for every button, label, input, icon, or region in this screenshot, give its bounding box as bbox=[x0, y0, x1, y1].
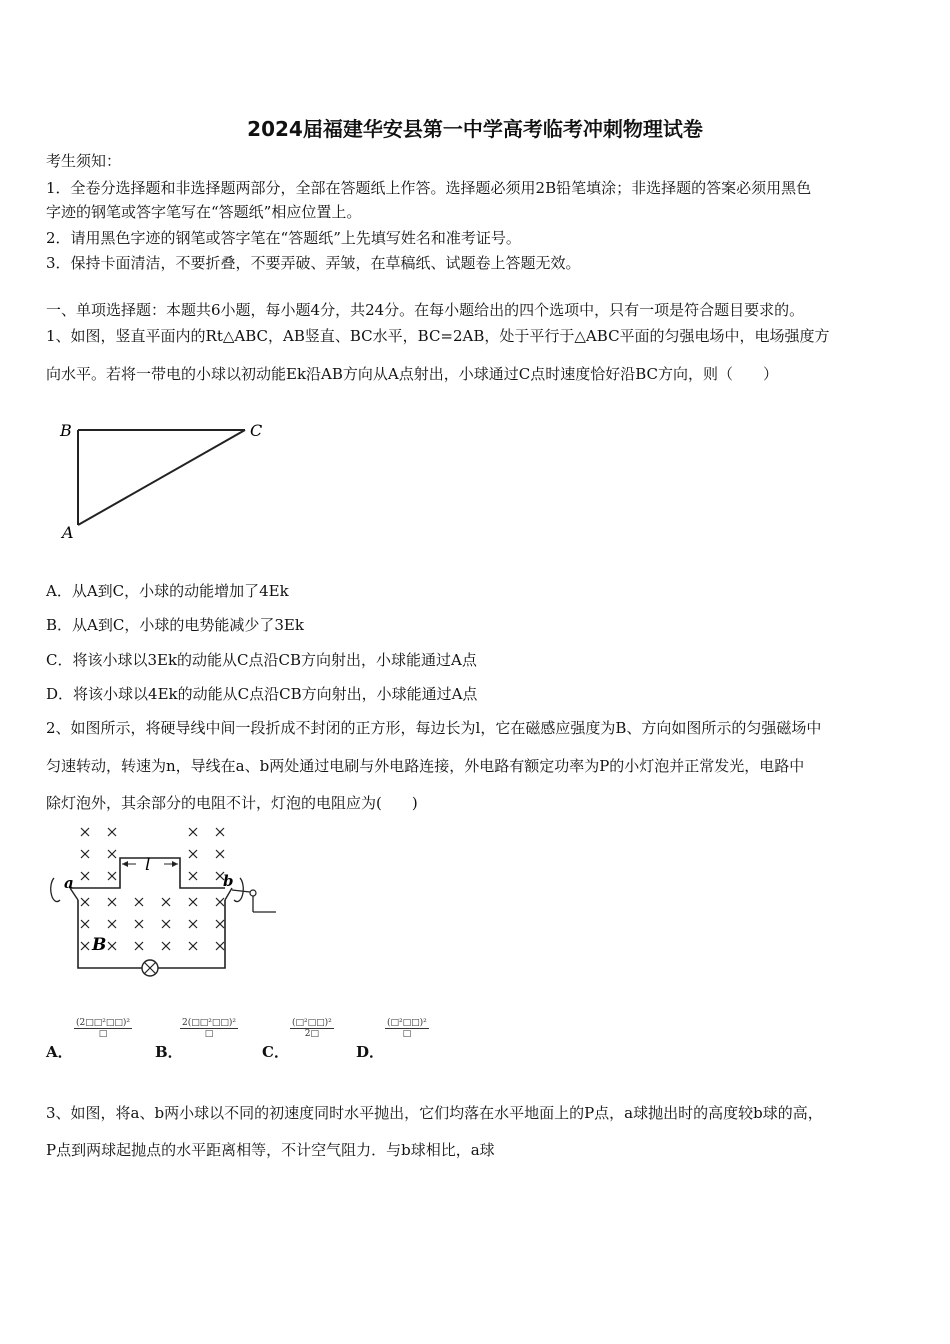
q2-option-c-denominator: 2□ bbox=[304, 1029, 319, 1039]
q2-option-a-numerator: (2□□²□□)² bbox=[76, 1018, 130, 1028]
field-cross-icon bbox=[108, 828, 116, 836]
field-cross-icon bbox=[81, 920, 89, 928]
field-cross-icon bbox=[108, 942, 116, 950]
q1-stem-line-1: 1、如图，竖直平面内的Rt△ABC，AB竖直、BC水平，BC=2AB，处于平行于△ABC平面的匀强电场中，电场强度方 bbox=[46, 327, 830, 345]
q1-option-a: A．从A到C，小球的动能增加了4Ek bbox=[46, 582, 289, 600]
q2-magnetic-field-figure bbox=[40, 820, 290, 985]
q2-option-c-numerator: (□²□□)² bbox=[292, 1018, 332, 1028]
field-cross-icon bbox=[108, 872, 116, 880]
field-cross-icon bbox=[189, 828, 197, 836]
notice-line-1: 1．全卷分选择题和非选择题两部分，全部在答题纸上作答。选择题必须用2B铅笔填涂；非选择题的答案必须用黑色 bbox=[46, 179, 812, 197]
q2-option-c-label: C． bbox=[262, 1043, 289, 1061]
q1-label-b: B bbox=[60, 421, 72, 440]
notice-line-3: 2．请用黑色字迹的钢笔或答字笔在“答题纸”上先填写姓名和准考证号。 bbox=[46, 229, 521, 247]
field-cross-icon bbox=[135, 942, 143, 950]
field-cross-icon bbox=[108, 920, 116, 928]
q2-option-d-fraction bbox=[385, 1018, 429, 1039]
q1-option-b: B．从A到C，小球的电势能减少了3Ek bbox=[46, 616, 304, 634]
field-cross-icon bbox=[81, 828, 89, 836]
q2-option-d-numerator: (□²□□)² bbox=[387, 1018, 427, 1028]
field-cross-icon bbox=[162, 942, 170, 950]
q1-stem-line-2: 向水平。若将一带电的小球以初动能Ek沿AB方向从A点射出，小球通过C点时速度恰好沿BC方向，则（ ） bbox=[46, 365, 778, 383]
field-cross-icon bbox=[135, 898, 143, 906]
q2-stem-line-2: 匀速转动，转速为n，导线在a、b两处通过电刷与外电路连接，外电路有额定功率为P的小灯泡并正常发光，电路中 bbox=[46, 757, 805, 775]
field-cross-icon bbox=[189, 942, 197, 950]
field-cross-icon bbox=[162, 920, 170, 928]
q2-option-a-fraction bbox=[74, 1018, 132, 1039]
q3-stem-line-2: P点到两球起抛点的水平距离相等，不计空气阻力．与b球相比，a球 bbox=[46, 1141, 495, 1159]
q2-option-d-label: D． bbox=[356, 1043, 385, 1061]
q1-label-c: C bbox=[250, 421, 263, 440]
field-cross-icon bbox=[162, 898, 170, 906]
q2-label-l: l bbox=[145, 855, 151, 875]
field-cross-icon bbox=[108, 898, 116, 906]
field-cross-icon bbox=[189, 850, 197, 858]
q3-stem-line-1: 3、如图，将a、b两小球以不同的初速度同时水平抛出，它们均落在水平地面上的P点，a球抛出时的高度较b球的高， bbox=[46, 1104, 823, 1122]
page-title: 2024届福建华安县第一中学高考临考冲刺物理试卷 bbox=[247, 117, 703, 141]
field-cross-icon bbox=[216, 898, 224, 906]
q2-stem-line-3: 除灯泡外，其余部分的电阻不计，灯泡的电阻应为( ) bbox=[46, 794, 418, 812]
q2-option-a-denominator: □ bbox=[98, 1029, 108, 1039]
q2-option-b-fraction bbox=[180, 1018, 238, 1039]
q2-option-c-fraction bbox=[290, 1018, 334, 1039]
field-cross-icon bbox=[216, 828, 224, 836]
section-heading: 一、单项选择题：本题共6小题，每小题4分，共24分。在每小题给出的四个选项中，只有一项是符合题目要求的。 bbox=[46, 301, 805, 319]
field-cross-icon bbox=[216, 850, 224, 858]
q2-option-d-denominator: □ bbox=[402, 1029, 412, 1039]
q1-triangle-figure bbox=[50, 410, 280, 550]
field-cross-icon bbox=[81, 872, 89, 880]
field-cross-icon bbox=[81, 942, 89, 950]
field-cross-icon bbox=[108, 850, 116, 858]
q2-stem-line-1: 2、如图所示，将硬导线中间一段折成不封闭的正方形，每边长为l，它在磁感应强度为B、方向如图所示的匀强磁场中 bbox=[46, 719, 822, 737]
q2-option-a-label: A． bbox=[46, 1043, 73, 1061]
field-cross-icon bbox=[216, 942, 224, 950]
notice-line-4: 3．保持卡面清洁，不要折叠，不要弄破、弄皱，在草稿纸、试题卷上答题无效。 bbox=[46, 254, 581, 272]
q1-option-d: D．将该小球以4Ek的动能从C点沿CB方向射出，小球能通过A点 bbox=[46, 685, 478, 703]
field-cross-icon bbox=[189, 898, 197, 906]
q1-option-c: C．将该小球以3Ek的动能从C点沿CB方向射出，小球能通过A点 bbox=[46, 651, 477, 669]
field-cross-icon bbox=[189, 872, 197, 880]
field-cross-icon bbox=[81, 898, 89, 906]
q2-label-a: a bbox=[64, 874, 74, 892]
q2-label-B: B bbox=[92, 935, 107, 955]
rotation-arrow-right-icon bbox=[234, 878, 243, 902]
field-cross-icon bbox=[135, 920, 143, 928]
q1-label-a: A bbox=[62, 523, 74, 542]
field-cross-icon bbox=[216, 920, 224, 928]
q2-option-b-numerator: 2(□□²□□)² bbox=[182, 1018, 236, 1028]
q2-label-b: b bbox=[223, 872, 234, 890]
field-cross-icon bbox=[189, 920, 197, 928]
field-cross-icon bbox=[81, 850, 89, 858]
rotation-arrow-left-icon bbox=[51, 878, 60, 902]
q2-option-b-denominator: □ bbox=[204, 1029, 214, 1039]
notice-heading: 考生须知： bbox=[46, 152, 122, 170]
q2-option-b-label: B． bbox=[155, 1043, 183, 1061]
notice-line-2: 字迹的钢笔或答字笔写在“答题纸”相应位置上。 bbox=[46, 203, 362, 221]
